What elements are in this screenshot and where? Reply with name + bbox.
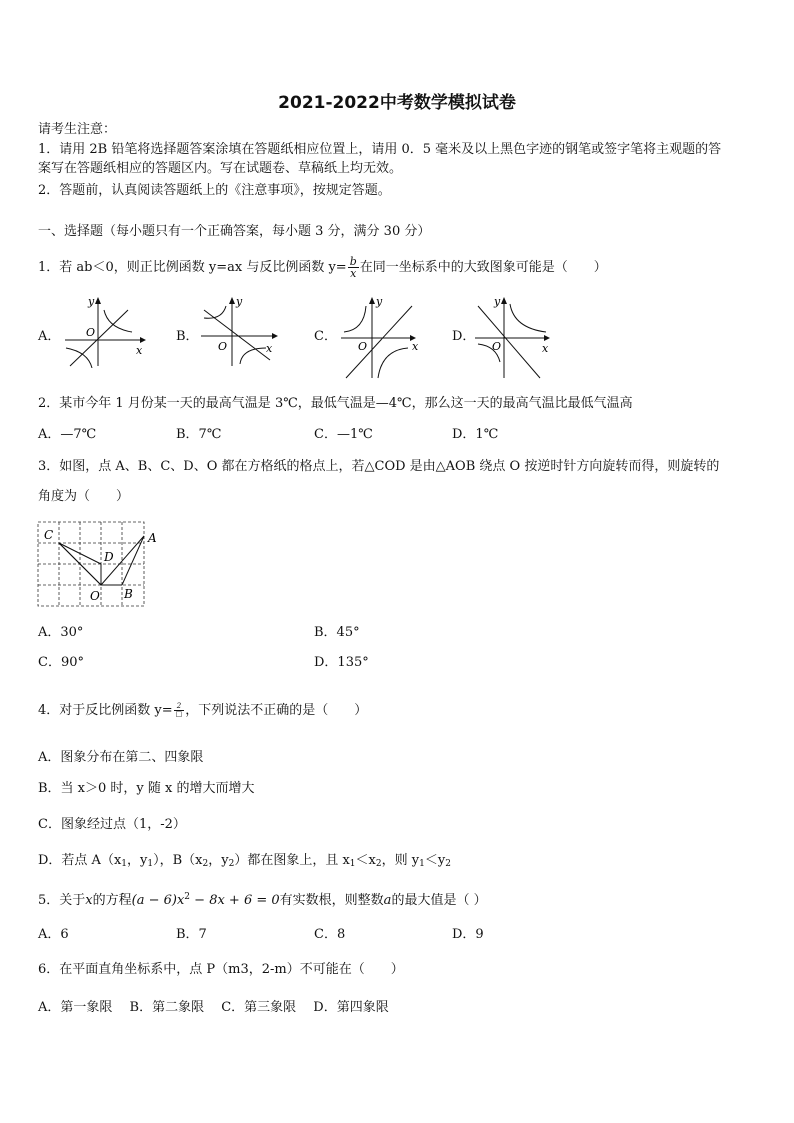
- question-3-line-2: 角度为（ ）: [38, 489, 130, 504]
- q5-text: 5．关于: [38, 893, 86, 908]
- question-1: [38, 256, 607, 279]
- q4d-text: ）都在图象上，且 x: [234, 853, 350, 868]
- graph-d-origin-label: O: [492, 340, 502, 353]
- fraction-2-over-box: [174, 703, 185, 718]
- graph-a-origin-label: O: [86, 326, 96, 339]
- q1-option-c-label: C．: [314, 329, 337, 344]
- question-6: 6．在平面直角坐标系中，点 P（m3，2-m）不可能在（ ）: [38, 962, 404, 977]
- label-d: D: [104, 550, 114, 564]
- q5-text: 的最大值是（ ）: [391, 893, 487, 908]
- question-5: [38, 889, 487, 909]
- fraction-numerator: 2: [174, 703, 185, 711]
- q5-var-a: a: [383, 893, 392, 908]
- q2-option-a: A．—7℃: [38, 427, 97, 442]
- q3-grid-figure: [34, 518, 164, 610]
- graph-b-origin-label: O: [218, 340, 228, 353]
- q5-option-b: B．7: [176, 927, 207, 942]
- q4d-text: ，y: [127, 853, 148, 868]
- question-1-suffix: 在同一坐标系中的大致图象可能是（ ）: [359, 260, 607, 275]
- fraction-b-over-x: [348, 256, 359, 279]
- q5-option-c: C．8: [314, 927, 346, 942]
- q4d-sub: 2: [202, 859, 209, 869]
- graph-d-x-label: x: [542, 342, 549, 355]
- label-c: C: [44, 528, 54, 542]
- notice-line-1: 1．请用 2B 铅笔将选择题答案涂填在答题纸相应位置上，请用 0．5 毫米及以上黑色字迹的钢笔或签字笔将主观题的答: [38, 142, 722, 157]
- q4-option-a: A．图象分布在第二、四象限: [38, 750, 204, 765]
- section-heading: 一、选择题（每小题只有一个正确答案，每小题 3 分，满分 30 分）: [38, 224, 431, 239]
- question-4-suffix: ，下列说法不正确的是（ ）: [185, 703, 368, 718]
- fraction-numerator: b: [349, 255, 357, 268]
- q2-option-b: B．7℃: [176, 427, 222, 442]
- q5-equation-rest: − 8x + 6 = 0: [190, 893, 280, 908]
- label-a: A: [148, 531, 157, 545]
- question-3-line-1: 3．如图，点 A、B、C、D、O 都在方格纸的格点上，若△COD 是由△AOB 绕点 O 按逆时针方向旋转而得，则旋转的: [38, 459, 720, 474]
- q5-text: 的方程: [92, 893, 132, 908]
- question-4-prefix: 4．对于反比例函数 y=: [38, 703, 173, 718]
- graph-a-y-label: y: [88, 295, 95, 308]
- q5-text: 有实数根，则整数: [279, 893, 384, 908]
- q5-option-d: D．9: [452, 927, 484, 942]
- label-o: O: [90, 589, 100, 603]
- q4d-sub: 2: [228, 859, 235, 869]
- q5-equation: (a − 6)x: [131, 893, 185, 908]
- q3-option-a: A．30°: [38, 625, 84, 640]
- q5-exponent: 2: [184, 892, 191, 902]
- q1-graph-d: [470, 292, 560, 382]
- page-title: 2021-2022中考数学模拟试卷: [278, 93, 516, 113]
- graph-a-x-label: x: [136, 344, 143, 357]
- q4d-sub: 1: [419, 859, 425, 869]
- q1-graph-c: [336, 292, 426, 382]
- q1-graph-a: [60, 292, 150, 368]
- graph-d-y-label: y: [494, 295, 501, 308]
- q1-option-d-label: D．: [452, 329, 476, 344]
- q4-option-b: B．当 x＞0 时，y 随 x 的增大而增大: [38, 781, 255, 796]
- q1-graph-b: [196, 292, 286, 368]
- q4-option-c: C．图象经过点（1，-2）: [38, 817, 186, 832]
- notice-heading: 请考生注意：: [38, 122, 117, 137]
- q3-option-b: B．45°: [314, 625, 360, 640]
- q1-option-b-label: B．: [176, 329, 199, 344]
- graph-b-x-label: x: [266, 342, 273, 355]
- fraction-denominator: □: [175, 710, 183, 718]
- q4d-sub: 1: [349, 859, 356, 869]
- graph-c-x-label: x: [412, 340, 419, 353]
- q6-options: A．第一象限 B．第二象限 C．第三象限 D．第四象限: [38, 1000, 389, 1015]
- q3-option-c: C．90°: [38, 655, 84, 670]
- q1-option-a-label: A．: [38, 329, 61, 344]
- graph-c-y-label: y: [376, 295, 383, 308]
- graph-b-y-label: y: [236, 295, 243, 308]
- question-2: 2．某市今年 1 月份某一天的最高气温是 3℃，最低气温是—4℃，那么这一天的最高气温比最低气温高: [38, 396, 633, 411]
- q4d-text: ，则 y: [381, 853, 420, 868]
- notice-line-2: 案写在答题纸相应的答题区内。写在试题卷、草稿纸上均无效。: [38, 161, 403, 176]
- q4d-sub: 1: [147, 859, 154, 869]
- graph-c-origin-label: O: [358, 340, 368, 353]
- label-b: B: [124, 587, 133, 601]
- q3-option-d: D．135°: [314, 655, 369, 670]
- question-4: [38, 703, 367, 719]
- q4d-text: ＜x: [355, 853, 376, 868]
- question-1-prefix: 1．若 ab＜0，则正比例函数 y=ax 与反比例函数 y=: [38, 260, 347, 275]
- q2-option-d: D．1℃: [452, 427, 499, 442]
- q2-option-c: C．—1℃: [314, 427, 373, 442]
- q4d-sub: 1: [121, 859, 128, 869]
- q4d-text: ＜y: [424, 853, 446, 868]
- q5-option-a: A．6: [38, 927, 69, 942]
- q4d-sub: 2: [445, 859, 451, 869]
- notice-line-3: 2．答题前，认真阅读答题纸上的《注意事项》，按规定答题。: [38, 183, 391, 198]
- q4d-text: ），B（x: [153, 853, 203, 868]
- q4d-sub: 2: [375, 859, 382, 869]
- q4-option-d: [38, 853, 451, 872]
- fraction-denominator: x: [350, 267, 357, 280]
- q5-var-x: x: [85, 893, 93, 908]
- q4d-text: ，y: [208, 853, 229, 868]
- q4d-text: D．若点 A（x: [38, 853, 122, 868]
